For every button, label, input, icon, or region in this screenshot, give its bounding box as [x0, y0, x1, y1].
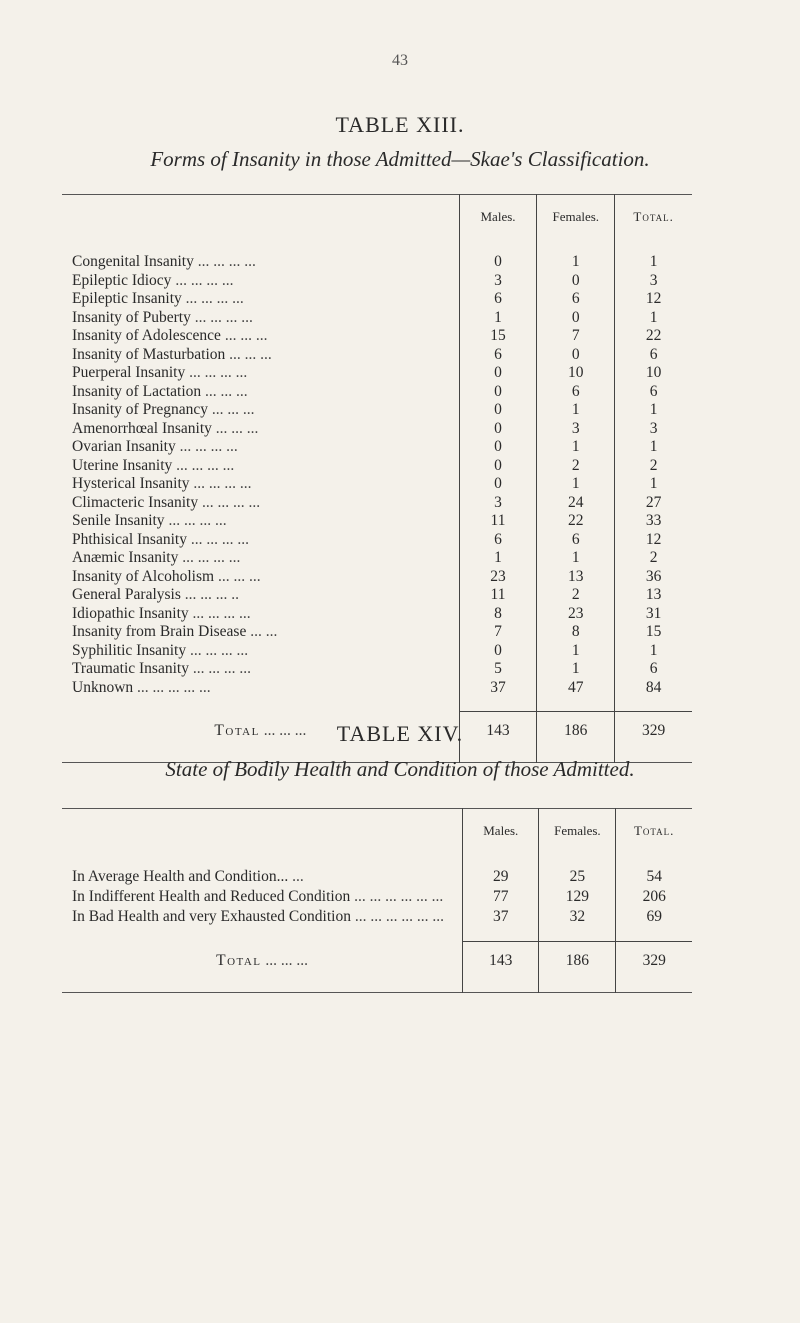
leader-dots: ... ... ... ... [186, 641, 249, 659]
row-label-text: Puerperal Insanity [72, 364, 186, 381]
cell-total: 12 [615, 290, 692, 309]
table-row [62, 867, 692, 887]
table-13 [62, 194, 692, 763]
cell-total: 69 [616, 907, 692, 927]
header-females: Females. [537, 195, 615, 240]
row-label [62, 512, 459, 531]
table-row [62, 438, 692, 457]
row-label [62, 867, 463, 887]
table-row [62, 457, 692, 476]
row-label [62, 679, 459, 698]
row-label-text: In Bad Health and very Exhausted Condition [72, 908, 351, 925]
leader-dots: ... ... ... [259, 721, 307, 739]
cell-females: 7 [537, 327, 615, 346]
row-label-text: Hysterical Insanity [72, 475, 190, 492]
cell-males: 0 [459, 475, 537, 494]
table-row [62, 531, 692, 550]
table-row [62, 253, 692, 272]
header-males: Males. [459, 195, 537, 240]
cell-total: 329 [615, 712, 692, 751]
cell-females: 1 [537, 549, 615, 568]
cell-females: 1 [537, 660, 615, 679]
cell-males: 11 [459, 586, 537, 605]
table-row [62, 364, 692, 383]
cell-females: 1 [537, 401, 615, 420]
row-label-text: Insanity of Alcoholism [72, 567, 215, 585]
leader-dots: ... ... ... ... [172, 456, 235, 474]
leader-dots: ... ... ... ... [198, 493, 261, 511]
cell-total: 6 [615, 346, 692, 365]
row-label [62, 586, 459, 605]
row-label-text: Total [214, 721, 260, 739]
row-label-text: Unknown [72, 678, 134, 696]
cell-total: 1 [615, 642, 692, 661]
cell-males: 0 [459, 401, 537, 420]
row-label-text: Phthisical Insanity [72, 530, 187, 548]
cell-females: 3 [537, 420, 615, 439]
row-label-text: Ovarian Insanity [72, 438, 176, 455]
row-label [62, 494, 459, 513]
row-label-text: Senile Insanity [72, 512, 165, 529]
row-label [62, 309, 459, 328]
leader-dots: ... ... ... ... [188, 604, 251, 622]
cell-females: 47 [537, 679, 615, 698]
row-label-text: Insanity of Puberty [72, 308, 191, 326]
cell-total: 1 [615, 309, 692, 328]
total-row [62, 942, 692, 981]
cell-total: 27 [615, 494, 692, 513]
header-total: Total. [615, 195, 692, 240]
row-label-text: In Average Health and Condition... [72, 868, 289, 885]
cell-females: 6 [537, 531, 615, 550]
table-row [62, 660, 692, 679]
cell-females: 8 [537, 623, 615, 642]
cell-males: 0 [459, 253, 537, 272]
cell-females: 6 [537, 290, 615, 309]
table-row [62, 383, 692, 402]
leader-dots: ... ... ... ... ... [133, 678, 211, 696]
row-label-text: Insanity of Pregnancy [72, 401, 209, 418]
cell-females: 0 [537, 346, 615, 365]
cell-females: 0 [537, 272, 615, 291]
cell-total: 6 [615, 660, 692, 679]
cell-total: 10 [615, 364, 692, 383]
table-row [62, 586, 692, 605]
row-label-text: Insanity of Masturbation [72, 345, 226, 363]
cell-males: 6 [459, 346, 537, 365]
cell-females: 129 [539, 887, 616, 907]
cell-total: 15 [615, 623, 692, 642]
leader-dots: ... ... ... [261, 951, 309, 969]
cell-females: 22 [537, 512, 615, 531]
cell-total: 22 [615, 327, 692, 346]
cell-males: 6 [459, 290, 537, 309]
row-label-text: Congenital Insanity [72, 253, 194, 270]
header-blank [62, 809, 463, 854]
table-14-title: TABLE XIV. [336, 721, 464, 746]
cell-females: 10 [537, 364, 615, 383]
row-label [62, 642, 459, 661]
row-label [62, 887, 463, 907]
cell-females: 186 [537, 712, 615, 751]
cell-males: 29 [463, 867, 539, 887]
cell-females: 1 [537, 642, 615, 661]
table-row [62, 623, 692, 642]
row-label-text: Insanity of Adolescence [72, 327, 221, 344]
leader-dots: ... ... ... .. [180, 586, 240, 603]
row-label [62, 531, 459, 550]
cell-males: 0 [459, 457, 537, 476]
leader-dots: ... ... ... ... [175, 438, 238, 455]
cell-males: 23 [459, 568, 537, 587]
cell-males: 6 [459, 531, 537, 550]
cell-males: 5 [459, 660, 537, 679]
table-row [62, 887, 692, 907]
cell-males: 143 [459, 712, 537, 751]
cell-total: 2 [615, 549, 692, 568]
row-label-text: In Indifferent Health and Reduced Condition [72, 888, 351, 905]
cell-females: 2 [537, 586, 615, 605]
row-label-text: Amenorrhœal Insanity [72, 419, 212, 437]
table-row [62, 309, 692, 328]
cell-males: 15 [459, 327, 537, 346]
row-label [62, 327, 459, 346]
cell-total: 12 [615, 531, 692, 550]
cell-males: 11 [459, 512, 537, 531]
cell-males: 1 [459, 549, 537, 568]
cell-females: 2 [537, 457, 615, 476]
row-label [62, 907, 463, 927]
leader-dots: ... ... ... ... [164, 512, 227, 529]
table-row [62, 549, 692, 568]
row-label [62, 623, 459, 642]
row-label [62, 660, 459, 679]
leader-dots: ... ... ... ... [185, 364, 248, 381]
header-females: Females. [539, 809, 616, 854]
table-row [62, 907, 692, 927]
cell-total: 206 [616, 887, 692, 907]
cell-total: 54 [616, 867, 692, 887]
leader-dots: ... ... ... [208, 401, 255, 418]
cell-total: 13 [615, 586, 692, 605]
leader-dots: ... ... ... ... [189, 475, 252, 492]
cell-females: 186 [539, 942, 616, 981]
header-blank [62, 195, 459, 240]
cell-total: 36 [615, 568, 692, 587]
cell-total: 1 [615, 401, 692, 420]
leader-dots: ... ... ... [220, 327, 268, 344]
leader-dots: ... ... ... ... ... ... [350, 908, 444, 925]
table-row [62, 605, 692, 624]
cell-total: 1 [615, 253, 692, 272]
cell-males: 0 [459, 364, 537, 383]
cell-females: 6 [537, 383, 615, 402]
table-14-caption: State of Bodily Health and Condition of those Admitted. [165, 757, 635, 781]
row-label [62, 401, 459, 420]
cell-total: 3 [615, 272, 692, 291]
row-label [62, 942, 463, 981]
row-label [62, 438, 459, 457]
leader-dots: ... ... ... ... [190, 308, 253, 326]
cell-males: 3 [459, 494, 537, 513]
cell-females: 13 [537, 568, 615, 587]
cell-males: 77 [463, 887, 539, 907]
row-label-text: Epileptic Idiocy [72, 271, 172, 289]
leader-dots: ... ... ... ... [171, 271, 234, 289]
cell-females: 25 [539, 867, 616, 887]
table-row [62, 679, 692, 698]
cell-males: 7 [459, 623, 537, 642]
cell-males: 0 [459, 383, 537, 402]
leader-dots: ... ... ... [201, 382, 248, 400]
row-label-text: Anæmic Insanity [72, 549, 179, 566]
table-row [62, 272, 692, 291]
row-label-text: Traumatic Insanity [72, 660, 189, 677]
row-label [62, 549, 459, 568]
cell-females: 23 [537, 605, 615, 624]
row-label [62, 290, 459, 309]
row-label [62, 272, 459, 291]
leader-dots: ... ... ... ... ... ... [350, 888, 444, 905]
table-14 [62, 808, 692, 993]
cell-males: 0 [459, 420, 537, 439]
table-row [62, 401, 692, 420]
row-label-text: Climacteric Insanity [72, 493, 199, 511]
leader-dots: ... ... ... ... [178, 549, 241, 566]
row-label-text: Insanity of Lactation [72, 382, 202, 400]
cell-total: 3 [615, 420, 692, 439]
row-label [62, 420, 459, 439]
leader-dots: ... ... ... [214, 567, 261, 585]
row-label-text: Epileptic Insanity [72, 290, 182, 307]
leader-dots: ... [288, 868, 304, 885]
table-row [62, 475, 692, 494]
table-row [62, 512, 692, 531]
cell-females: 1 [537, 438, 615, 457]
row-label [62, 475, 459, 494]
row-label [62, 253, 459, 272]
cell-females: 32 [539, 907, 616, 927]
cell-total: 1 [615, 475, 692, 494]
leader-dots: ... ... ... ... [193, 253, 256, 270]
page-number: 43 [392, 52, 408, 69]
leader-dots: ... ... ... ... [188, 660, 251, 677]
row-label-text: Insanity from Brain Disease [72, 623, 247, 640]
cell-total: 6 [615, 383, 692, 402]
cell-total: 2 [615, 457, 692, 476]
table-13-caption: Forms of Insanity in those Admitted—Skae's Classification. [150, 147, 650, 171]
cell-total: 31 [615, 605, 692, 624]
cell-females: 1 [537, 475, 615, 494]
cell-total: 33 [615, 512, 692, 531]
row-label-text: Syphilitic Insanity [72, 641, 187, 659]
cell-total: 84 [615, 679, 692, 698]
row-label [62, 457, 459, 476]
leader-dots: ... ... [246, 623, 278, 640]
cell-females: 0 [537, 309, 615, 328]
table-row [62, 568, 692, 587]
cell-males: 1 [459, 309, 537, 328]
leader-dots: ... ... ... ... [181, 290, 244, 307]
header-males: Males. [463, 809, 539, 854]
row-label [62, 605, 459, 624]
cell-males: 0 [459, 642, 537, 661]
row-label [62, 364, 459, 383]
table-row [62, 420, 692, 439]
cell-males: 0 [459, 438, 537, 457]
table-row [62, 642, 692, 661]
cell-total: 329 [616, 942, 692, 981]
header-total: Total. [616, 809, 692, 854]
leader-dots: ... ... ... [225, 345, 272, 363]
cell-males: 143 [463, 942, 539, 981]
cell-males: 3 [459, 272, 537, 291]
table-row [62, 290, 692, 309]
table-row [62, 494, 692, 513]
row-label-text: Uterine Insanity [72, 456, 173, 474]
row-label-text: Idiopathic Insanity [72, 604, 189, 622]
row-label-text: Total [216, 951, 262, 969]
cell-males: 37 [459, 679, 537, 698]
row-label [62, 568, 459, 587]
row-label [62, 383, 459, 402]
row-label [62, 346, 459, 365]
table-13-title: TABLE XIII. [335, 112, 465, 137]
table-row [62, 327, 692, 346]
row-label-text: General Paralysis [72, 586, 181, 603]
leader-dots: ... ... ... ... [186, 530, 249, 548]
cell-females: 1 [537, 253, 615, 272]
leader-dots: ... ... ... [211, 419, 259, 437]
cell-males: 37 [463, 907, 539, 927]
table-row [62, 346, 692, 365]
cell-males: 8 [459, 605, 537, 624]
cell-females: 24 [537, 494, 615, 513]
cell-total: 1 [615, 438, 692, 457]
